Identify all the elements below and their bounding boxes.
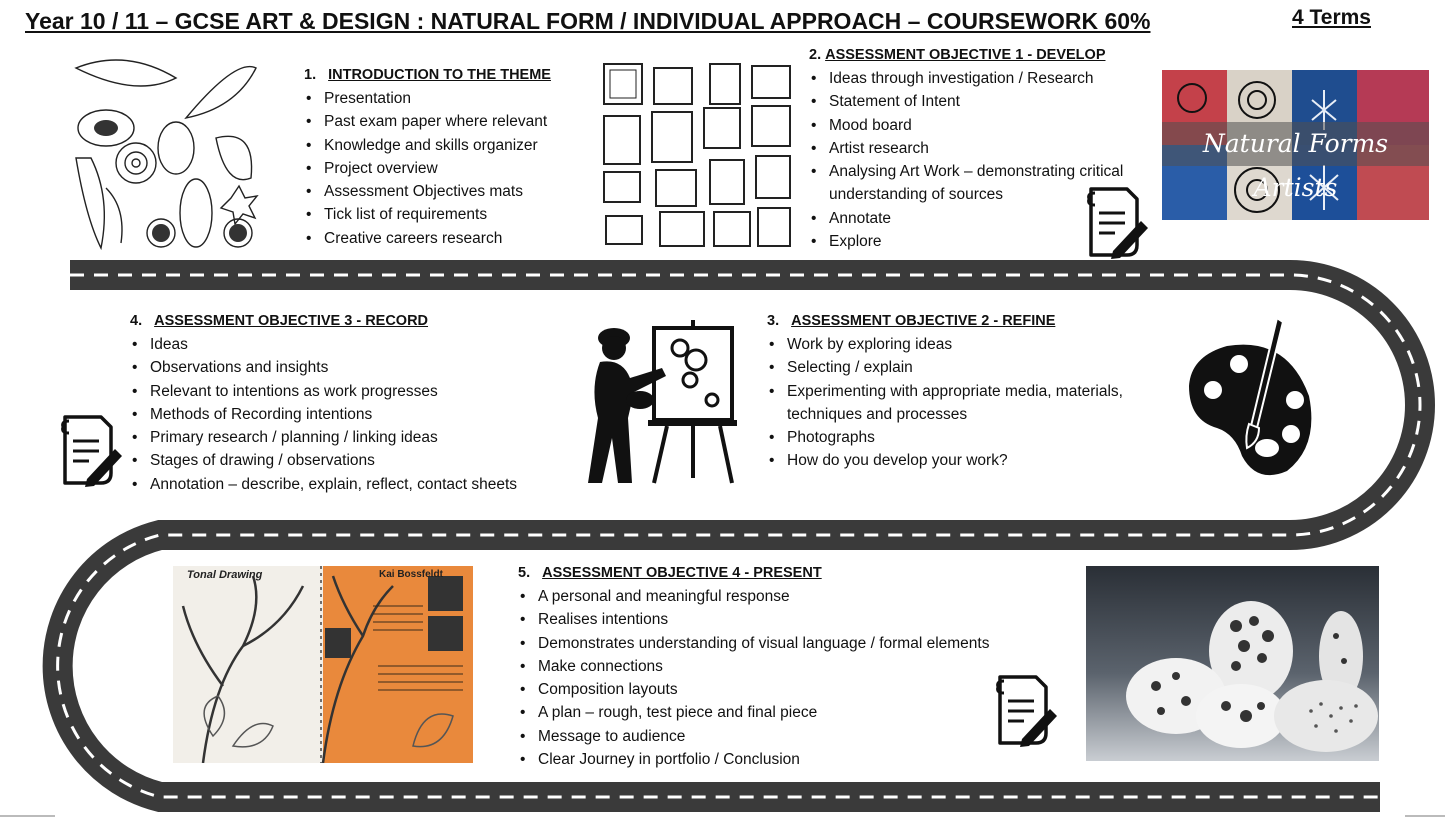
list-item: • Explore xyxy=(809,230,1154,253)
list-item: • Mood board xyxy=(809,114,1154,137)
paint-palette-icon xyxy=(1187,316,1319,478)
list-item: • Presentation xyxy=(304,87,594,110)
list-item: • Photographs xyxy=(767,426,1162,449)
section-record xyxy=(130,310,570,496)
sketchbook-heading-2: Kai Bossfeldt xyxy=(379,569,443,580)
list-item: • Annotation – describe, explain, reflect, contact sheets xyxy=(130,473,570,496)
list-item: • Ideas xyxy=(130,333,570,356)
list-item: • Creative careers research xyxy=(304,227,594,250)
notes-pencil-icon xyxy=(59,413,123,488)
list-item: • Message to audience xyxy=(518,725,1058,748)
list-item: • Demonstrates understanding of visual language / formal elements xyxy=(518,632,1058,655)
natural-form-sketches-image xyxy=(66,48,266,253)
notes-pencil-icon xyxy=(994,673,1058,748)
list-item: • Project overview xyxy=(304,157,594,180)
list-item: • Analysing Art Work – demonstrating critical understanding of sources xyxy=(809,160,1154,207)
section-present xyxy=(518,562,1058,771)
notes-pencil-icon xyxy=(1085,185,1149,260)
list-item: • Primary research / planning / linking ideas xyxy=(130,426,570,449)
painter-easel-icon xyxy=(582,318,737,486)
sketchbook-page-image xyxy=(173,566,473,763)
list-item: • Relevant to intentions as work progresses xyxy=(130,380,570,403)
section-heading: 5. ASSESSMENT OBJECTIVE 4 - PRESENT xyxy=(518,565,822,581)
list-item: • A plan – rough, test piece and final piece xyxy=(518,701,1058,724)
ceramic-forms-image xyxy=(1086,566,1379,761)
list-item: • Statement of Intent xyxy=(809,90,1154,113)
list-item: • Clear Journey in portfolio / Conclusion xyxy=(518,748,1058,771)
section-heading: 2. ASSESSMENT OBJECTIVE 1 - DEVELOP xyxy=(809,47,1106,63)
list-item: • Tick list of requirements xyxy=(304,203,594,226)
list-item: • Artist research xyxy=(809,137,1154,160)
list-item: • Realises intentions xyxy=(518,608,1058,631)
list-item: • Experimenting with appropriate media, materials, techniques and processes xyxy=(767,380,1162,427)
section-introduction xyxy=(304,64,594,250)
sketch-frames-image xyxy=(600,60,795,250)
list-item: • Assessment Objectives mats xyxy=(304,180,594,203)
section-heading: 4. ASSESSMENT OBJECTIVE 3 - RECORD xyxy=(130,313,429,329)
page-title: Year 10 / 11 – GCSE ART & DESIGN : NATURAL FORM / INDIVIDUAL APPROACH – COURSEWORK 60% xyxy=(25,8,1151,34)
list-item: • Past exam paper where relevant xyxy=(304,110,594,133)
list-item: • Work by exploring ideas xyxy=(767,333,1162,356)
banner-caption: Natural Forms Artists xyxy=(1162,122,1429,166)
list-item: • Ideas through investigation / Research xyxy=(809,67,1154,90)
list-item: • Methods of Recording intentions xyxy=(130,403,570,426)
list-item: • Make connections xyxy=(518,655,1058,678)
natural-forms-artists-banner xyxy=(1162,70,1429,220)
section-heading: 1. INTRODUCTION TO THE THEME xyxy=(304,67,551,83)
list-item: • Composition layouts xyxy=(518,678,1058,701)
list-item: • How do you develop your work? xyxy=(767,449,1162,472)
list-item: • Stages of drawing / observations xyxy=(130,449,570,472)
list-item: • Observations and insights xyxy=(130,356,570,379)
section-heading: 3. ASSESSMENT OBJECTIVE 2 - REFINE xyxy=(767,313,1056,329)
list-item: • Selecting / explain xyxy=(767,356,1162,379)
sketchbook-heading: Tonal Drawing xyxy=(187,569,263,581)
list-item: • A personal and meaningful response xyxy=(518,585,1058,608)
section-refine xyxy=(767,310,1162,473)
list-item: • Knowledge and skills organizer xyxy=(304,134,594,157)
terms-duration: 4 Terms xyxy=(1292,6,1371,29)
list-item: • Annotate xyxy=(809,207,1154,230)
